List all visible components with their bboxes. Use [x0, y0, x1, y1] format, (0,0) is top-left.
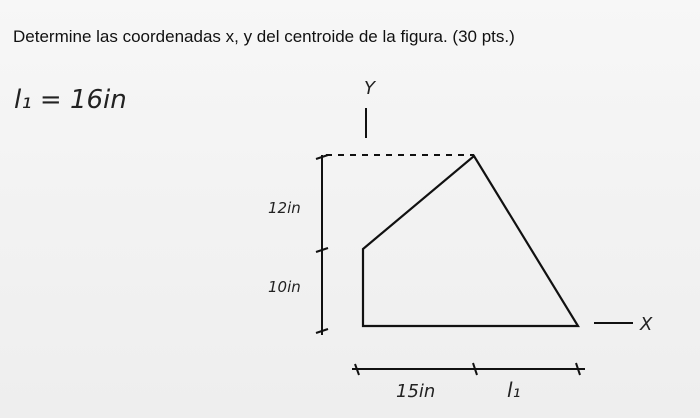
bottom-right-width-label: l₁: [507, 378, 521, 402]
lower-height-label: 10in: [268, 278, 301, 296]
trapezoid-shape: [363, 156, 578, 326]
bottom-left-width-label: 15in: [396, 381, 436, 402]
problem-statement: Determine las coordenadas x, y del centroide de la figura. (30 pts.): [13, 27, 515, 46]
given-l1-note: l₁ = 16in: [14, 85, 127, 115]
upper-height-label: 12in: [268, 199, 301, 217]
x-axis-label: X: [640, 314, 653, 335]
y-axis-label: Y: [364, 78, 375, 99]
